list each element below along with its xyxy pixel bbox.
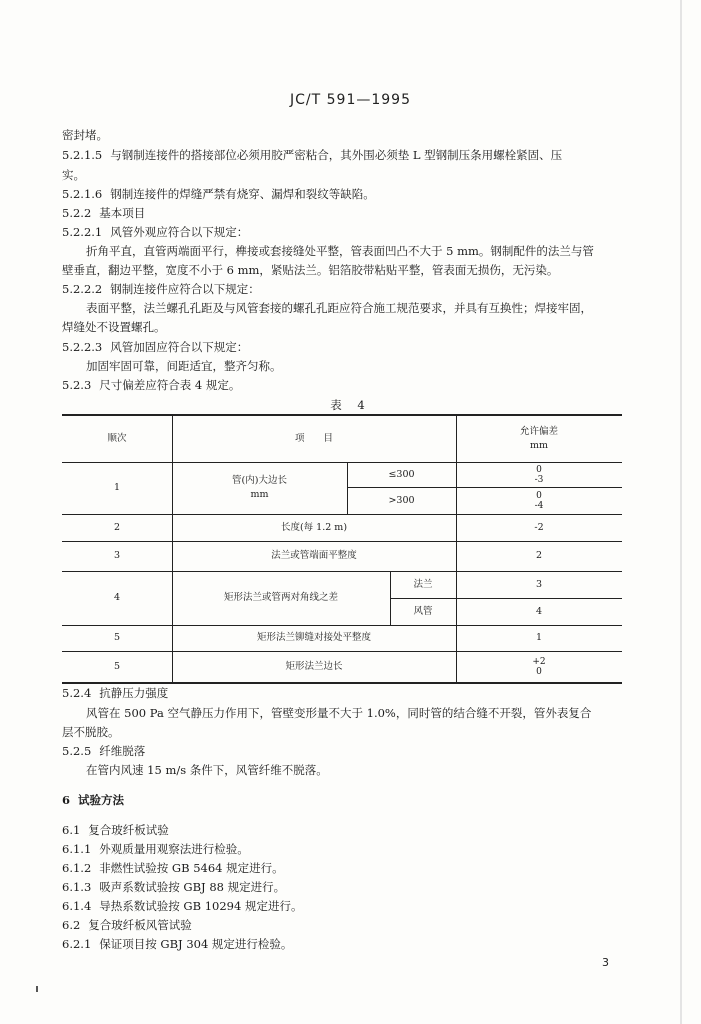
text-line: 6.1.2 非燃性试验按 GB 5464 规定进行。	[62, 861, 284, 875]
text-line: 5.2.3 尺寸偏差应符合表 4 规定。	[62, 378, 241, 392]
table-caption: 表 4	[330, 398, 371, 412]
row4-item: 矩形法兰或管两对角线之差	[223, 592, 338, 603]
row6-tol: +2 0	[532, 656, 546, 677]
row2-item: 长度(每 1.2 m)	[280, 521, 348, 533]
text-line: 5.2.2.3 风管加固应符合以下规定：	[62, 340, 249, 354]
text-line: 表面平整，法兰螺孔孔距及与风管套接的螺孔孔距应符合施工规范要求，并具有互换性；焊接牢固，	[86, 301, 592, 315]
text-line: 焊缝处不设置螺孔。	[62, 320, 166, 334]
document-header: JC/T 591—1995	[290, 92, 411, 108]
section-heading: 6.2 复合玻纤板风管试验	[62, 918, 192, 932]
row2-seq: 2	[113, 521, 121, 533]
section-heading: 5.2.4 抗静压力强度	[62, 686, 169, 700]
text-line: 6.1.3 吸声系数试验按 GBJ 88 规定进行。	[62, 880, 286, 894]
text-line: 6.1.4 导热系数试验按 GB 10294 规定进行。	[62, 899, 303, 913]
text-line: 5.2.2.1 风管外观应符合以下规定：	[62, 225, 249, 239]
row1-sub-a: ≤300	[388, 468, 415, 480]
text-line: 5.2.1.5 与钢制连接件的搭接部位必须用胶严密粘合，其外围必须垫 L 型钢制压条用螺栓紧固、压	[62, 148, 563, 162]
row4-sub-a: 法兰	[413, 578, 433, 590]
row3-seq: 3	[113, 550, 121, 561]
text-line: 在管内风速 15 m/s 条件下，风管纤维不脱落。	[86, 763, 328, 777]
row2-tol: -2	[534, 521, 544, 533]
row4-seq: 4	[113, 592, 121, 603]
page-number: 3	[602, 956, 609, 969]
row1-tol-a: 0 -3	[534, 464, 544, 485]
text-line: 加固牢固可靠，间距适宜，整齐匀称。	[86, 359, 282, 373]
header-item: 项 目	[294, 433, 333, 444]
scan-edge	[680, 0, 682, 1024]
row4-sub-b: 风管	[413, 605, 433, 617]
section-heading: 6.1 复合玻纤板试验	[62, 823, 169, 837]
row3-item: 法兰或管端面平整度	[271, 550, 357, 561]
row4-tol-a: 3	[535, 578, 543, 590]
row1-sub-b: >300	[388, 494, 415, 506]
text-line: 6.1.1 外观质量用观察法进行检验。	[62, 842, 249, 856]
row1-seq: 1	[113, 482, 121, 493]
text-line: 5.2.1.6 钢制连接件的焊缝严禁有烧穿、漏焊和裂纹等缺陷。	[62, 187, 375, 201]
header-seq: 顺次	[107, 433, 127, 444]
text-line: 实。	[62, 168, 85, 182]
row1-item: 管(内)大边长 mm	[232, 475, 287, 500]
text-line: 6.2.1 保证项目按 GBJ 304 规定进行检验。	[62, 937, 293, 951]
text-line: 壁垂直，翻边平整，宽度不小于 6 mm，紧贴法兰。铝箔胶带粘贴平整，管表面无损伤，无污染。	[62, 263, 559, 277]
section-heading: 5.2.2 基本项目	[62, 206, 146, 220]
row4-tol-b: 4	[535, 605, 543, 617]
tolerance-table	[62, 414, 622, 684]
text-line: 5.2.2.2 钢制连接件应符合以下规定：	[62, 282, 260, 296]
row5-item: 矩形法兰铆缝对接处平整度	[256, 632, 371, 643]
text-line: 密封堵。	[62, 128, 108, 142]
scan-speck	[36, 986, 38, 992]
header-tolerance: 允许偏差 mm	[519, 426, 558, 451]
row3-tol: 2	[535, 550, 543, 561]
row5-seq: 5	[113, 632, 121, 643]
section-heading: 5.2.5 纤维脱落	[62, 744, 146, 758]
row6-seq: 5	[113, 660, 121, 672]
text-line: 折角平直，直管两端面平行，榫接或套接缝处平整，管表面凹凸不大于 5 mm。钢制配件的法兰与管	[86, 244, 594, 258]
row5-tol: 1	[535, 632, 543, 643]
text-line: 风管在 500 Pa 空气静压力作用下，管壁变形量不大于 1.0%，同时管的结合缝不开裂，管外表复合	[86, 706, 592, 720]
row6-item: 矩形法兰边长	[285, 660, 343, 672]
text-line: 层不脱胶。	[62, 725, 120, 739]
chapter-heading: 6 试验方法	[62, 793, 125, 807]
row1-tol-b: 0 -4	[534, 490, 544, 511]
